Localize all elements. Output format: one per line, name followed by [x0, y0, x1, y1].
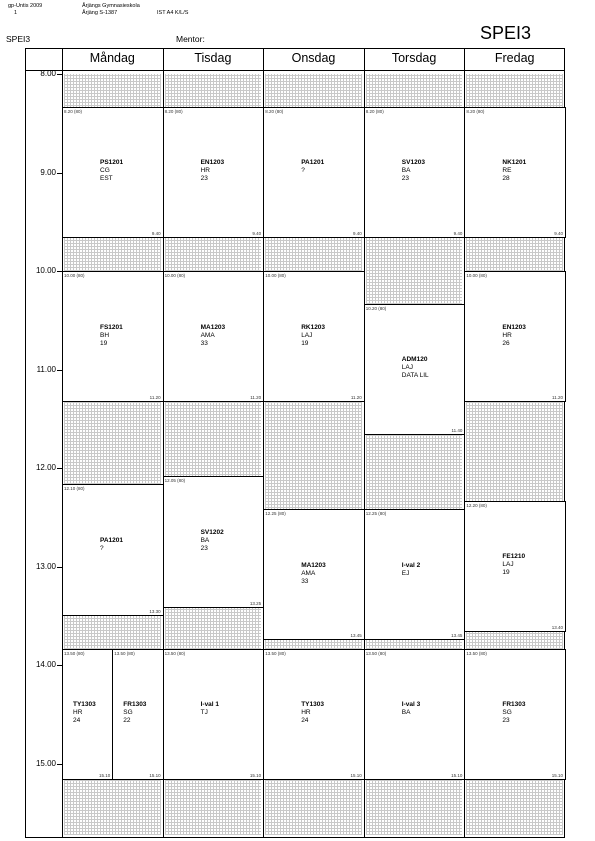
lesson-code: I-val 2	[401, 561, 421, 569]
lesson-details	[264, 159, 364, 175]
lesson-block[interactable]	[364, 107, 466, 238]
mentor-label: Mentor:	[176, 34, 205, 44]
lesson-teacher: BA	[401, 709, 411, 717]
lesson-room: 23	[502, 717, 510, 725]
lesson-start-time: 10.00 (80)	[466, 273, 487, 278]
lesson-end-time: 9.40	[453, 231, 463, 237]
lesson-room: EST	[100, 175, 113, 183]
lesson-details	[465, 324, 565, 348]
lesson-details	[365, 356, 465, 380]
lesson-code: FR1303	[502, 701, 526, 709]
lesson-end-time: 15.10	[350, 772, 362, 778]
lesson-start-time: 10.00 (80)	[265, 273, 286, 278]
lesson-end-time: 15.10	[451, 772, 463, 778]
lesson-code: SV1202	[200, 528, 224, 536]
lesson-block[interactable]	[464, 107, 566, 238]
lesson-details	[264, 324, 364, 348]
lesson-end-time: 11.20	[250, 395, 262, 401]
lesson-teacher: LAJ	[502, 561, 514, 569]
lesson-block[interactable]	[163, 107, 265, 238]
lesson-code: NK1201	[502, 159, 527, 167]
day-header-2: Onsdag	[291, 51, 336, 65]
lesson-teacher: HR	[301, 709, 311, 717]
lesson-end-time: 9.40	[353, 231, 362, 237]
day-header-1: Tisdag	[194, 51, 232, 65]
lesson-block[interactable]	[364, 509, 466, 640]
lesson-room: 33	[200, 339, 208, 347]
header-divider	[25, 70, 565, 71]
lesson-start-time: 13.50 (80)	[164, 650, 186, 656]
lesson-start-time: 13.50 (80)	[265, 650, 286, 656]
lesson-teacher: SG	[123, 709, 133, 717]
lesson-room: 23	[401, 175, 410, 183]
lesson-teacher: ?	[100, 545, 104, 553]
lesson-details	[63, 537, 163, 553]
lesson-start-time: 12.10 (80)	[64, 486, 85, 492]
lesson-room: 24	[73, 717, 81, 725]
lesson-details	[365, 562, 465, 578]
class-title: SPEI3	[480, 23, 532, 43]
lesson-code: PS1201	[100, 159, 124, 167]
lesson-teacher: EJ	[401, 569, 410, 577]
lesson-details	[465, 159, 565, 183]
school-name: Årjängs Gymnasieskola	[82, 3, 140, 9]
lesson-details	[164, 324, 264, 348]
day-header-3: Torsdag	[391, 51, 437, 65]
school-address: Årjäng S-1387	[82, 10, 118, 16]
lesson-start-time: 12.25 (80)	[365, 511, 387, 517]
lesson-end-time: 11.20	[552, 395, 563, 401]
time-label: 15.00	[35, 758, 56, 768]
time-label: 9.00	[40, 167, 56, 177]
lesson-details	[264, 701, 364, 725]
lesson-block[interactable]	[263, 271, 365, 402]
lesson-start-time: 10.00 (80)	[164, 273, 186, 278]
lesson-start-time: 10.00 (80)	[64, 273, 85, 278]
lesson-start-time: 13.50 (80)	[365, 650, 387, 656]
time-label: 11.00	[36, 364, 56, 374]
lesson-details	[113, 701, 162, 725]
lesson-code: MA1203	[200, 323, 226, 331]
lesson-block[interactable]	[62, 107, 164, 238]
lesson-code: I-val 3	[401, 701, 421, 709]
time-label: 12.00	[35, 463, 56, 472]
lesson-end-time: 11.40	[451, 428, 463, 434]
lesson-teacher: LAJ	[401, 364, 413, 372]
lesson-teacher: HR	[73, 709, 83, 717]
lesson-end-time: 13.45	[350, 633, 362, 639]
lesson-teacher: AMA	[301, 569, 316, 577]
time-label: 8.00	[40, 69, 56, 78]
lesson-start-time: 10.20 (80)	[365, 305, 387, 311]
lesson-end-time: 15.10	[149, 772, 161, 778]
lesson-code: FR1303	[123, 701, 147, 709]
lesson-teacher: SG	[502, 709, 512, 717]
lesson-details	[465, 701, 565, 725]
lesson-teacher: ?	[301, 167, 305, 175]
lesson-end-time: 11.20	[149, 395, 161, 401]
lesson-block[interactable]	[364, 304, 466, 435]
lesson-code: SV1203	[401, 159, 425, 167]
lesson-details	[264, 562, 364, 586]
lesson-details	[365, 701, 465, 717]
lesson-block[interactable]	[163, 271, 265, 402]
lesson-code: EN1203	[502, 323, 526, 331]
lesson-end-time: 9.40	[151, 231, 161, 237]
lesson-block[interactable]	[464, 271, 566, 402]
lesson-end-time: 13.25	[249, 600, 262, 606]
lesson-room: 24	[301, 717, 309, 725]
lesson-end-time: 9.40	[252, 231, 262, 237]
lesson-teacher: AMA	[200, 331, 215, 339]
lesson-end-time: 15.10	[249, 772, 262, 778]
lesson-details	[63, 324, 163, 348]
lesson-details	[365, 159, 465, 183]
lesson-code: TY1303	[301, 701, 324, 709]
lesson-details	[63, 701, 112, 725]
lesson-details	[164, 701, 264, 717]
lesson-code: FE1210	[502, 553, 526, 561]
day-header-0: Måndag	[89, 51, 135, 65]
lesson-code: TY1303	[73, 701, 96, 709]
lesson-details	[465, 553, 565, 577]
lesson-teacher: TJ	[200, 709, 208, 717]
lesson-start-time: 12.05 (80)	[164, 478, 186, 484]
lesson-teacher: HR	[502, 331, 512, 339]
lesson-block[interactable]	[112, 649, 163, 780]
lesson-code: FS1201	[100, 323, 123, 331]
page-number: 1	[14, 10, 18, 16]
software-name: gp-Untis 2009	[8, 3, 43, 9]
lesson-room: 22	[123, 717, 131, 725]
lesson-start-time: 13.50 (80)	[114, 650, 135, 656]
lesson-block[interactable]	[62, 649, 113, 780]
lesson-teacher: CG	[100, 167, 110, 175]
lesson-details	[63, 159, 163, 183]
lesson-block[interactable]	[263, 107, 365, 238]
time-label: 13.00	[35, 561, 56, 571]
lesson-teacher: LAJ	[301, 331, 313, 339]
lesson-details	[164, 159, 264, 183]
time-label: 10.00	[35, 266, 56, 275]
lesson-room: 28	[502, 175, 510, 183]
lesson-teacher: BA	[401, 167, 411, 175]
lesson-code: RK1203	[301, 323, 326, 331]
lesson-start-time: 8.20 (80)	[164, 108, 183, 114]
lesson-block[interactable]	[163, 649, 265, 780]
lesson-start-time: 13.50 (80)	[64, 650, 85, 656]
lesson-end-time: 11.20	[350, 395, 362, 401]
lesson-room: 23	[200, 175, 208, 183]
lesson-room: DATA LIL	[401, 372, 429, 380]
time-tick	[57, 74, 62, 75]
lesson-teacher: BH	[100, 331, 110, 339]
lesson-room: 33	[301, 577, 309, 585]
lesson-room: 19	[301, 339, 309, 347]
lesson-details	[164, 529, 264, 553]
lesson-block[interactable]	[364, 649, 466, 780]
lesson-end-time: 13.30	[149, 608, 161, 614]
day-header-4: Fredag	[494, 51, 535, 65]
lesson-end-time: 13.45	[451, 633, 463, 639]
lesson-block[interactable]	[163, 476, 265, 607]
lesson-code: ADM120	[401, 356, 428, 364]
lesson-teacher: RE	[502, 167, 512, 175]
lesson-room: 19	[502, 569, 510, 577]
class-code: SPEI3	[6, 34, 31, 44]
lesson-start-time: 13.50 (80)	[466, 650, 487, 656]
lesson-start-time: 8.20 (80)	[466, 108, 485, 114]
lesson-code: EN1203	[200, 159, 225, 167]
lesson-code: MA1203	[301, 561, 326, 569]
lesson-start-time: 8.20 (80)	[265, 108, 284, 114]
lesson-teacher: HR	[200, 167, 210, 175]
lesson-block[interactable]	[263, 509, 365, 640]
lesson-block[interactable]	[62, 271, 164, 402]
lesson-block[interactable]	[62, 484, 164, 615]
lesson-code: PA1201	[301, 159, 325, 167]
lesson-code: PA1201	[100, 537, 124, 545]
lesson-start-time: 8.20 (80)	[64, 108, 83, 114]
lesson-room: 23	[200, 544, 208, 552]
lesson-room: 19	[100, 339, 108, 347]
lesson-start-time: 8.20 (80)	[365, 108, 384, 114]
layout-code: IST A4 K/L/S	[157, 10, 189, 16]
lesson-block[interactable]	[464, 501, 566, 632]
lesson-code: I-val 1	[200, 701, 220, 709]
lesson-start-time: 12.25 (80)	[265, 511, 286, 517]
lesson-end-time: 9.40	[554, 231, 563, 237]
time-tick	[57, 468, 62, 469]
lesson-start-time: 12.20 (80)	[466, 502, 487, 508]
time-label: 14.00	[35, 660, 56, 669]
lesson-end-time: 15.10	[551, 772, 563, 778]
lesson-room: 26	[502, 339, 510, 347]
lesson-block[interactable]	[263, 649, 365, 780]
lesson-block[interactable]	[464, 649, 566, 780]
lesson-end-time: 15.10	[99, 772, 111, 778]
lesson-teacher: BA	[200, 536, 210, 544]
lesson-end-time: 13.40	[551, 625, 563, 631]
